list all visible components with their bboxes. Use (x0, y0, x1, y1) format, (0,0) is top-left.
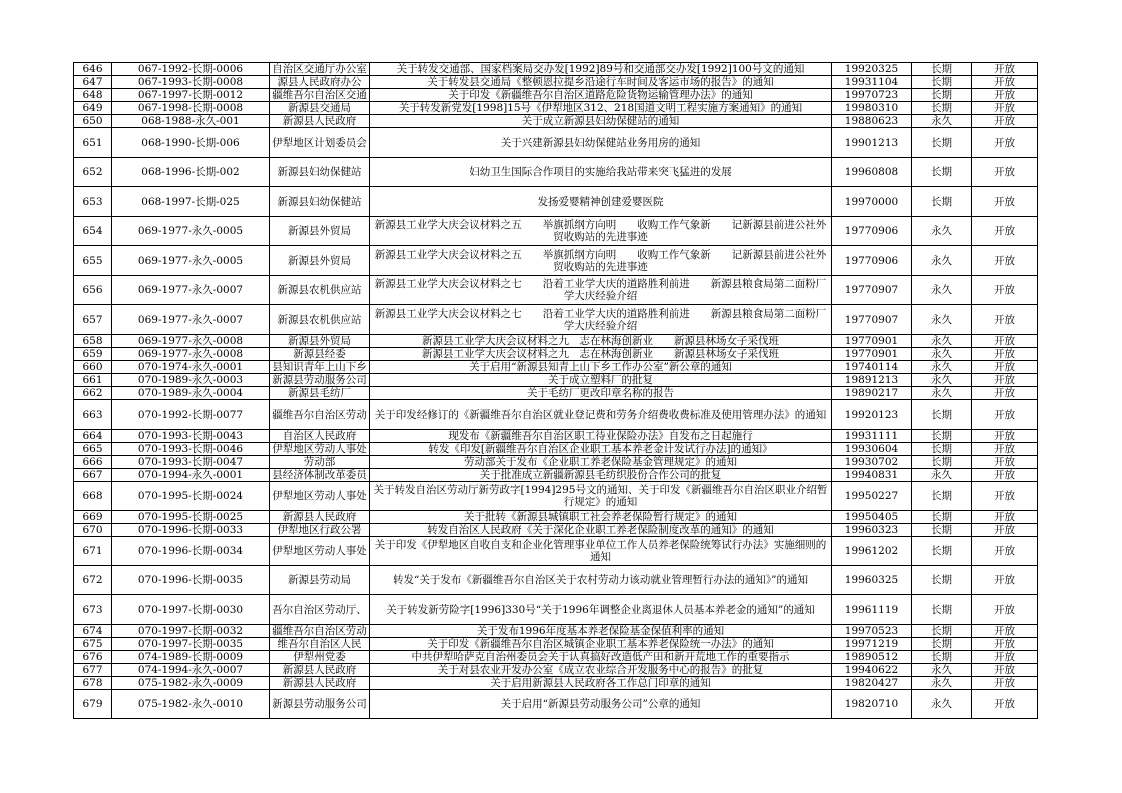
document-title-cell: 关于兴建新源县妇幼保健站业务用房的通知 (370, 128, 832, 158)
access-status-cell: 开放 (972, 511, 1038, 524)
retention-term-cell: 长期 (912, 511, 972, 524)
archive-code-cell: 067-1992-长期-0006 (112, 63, 270, 76)
retention-term-cell: 长期 (912, 625, 972, 638)
document-title-cell: 中共伊犁哈萨克自治州委员会关于认真搞好改造低产田和新开荒地工作的重要指示 (370, 651, 832, 664)
table-row (74, 651, 1038, 664)
archive-code-cell: 070-1992-长期-0077 (112, 400, 270, 430)
table-row (74, 664, 1038, 677)
access-status-cell: 开放 (972, 217, 1038, 246)
access-status-cell: 开放 (972, 305, 1038, 335)
table-row (74, 482, 1038, 511)
row-number-cell: 671 (74, 537, 112, 566)
table-row (74, 400, 1038, 430)
date-cell: 19980310 (832, 102, 912, 115)
access-status-cell: 开放 (972, 595, 1038, 625)
document-title-cell: 关于成立塑料厂的批复 (370, 374, 832, 387)
document-title-cell: 关于毛纺厂更改印章名称的报告 (370, 387, 832, 400)
issuing-unit-cell: 新源县劳动局 (270, 566, 370, 595)
date-cell: 19961119 (832, 595, 912, 625)
archive-code-cell: 067-1998-长期-0008 (112, 102, 270, 115)
row-number-cell: 662 (74, 387, 112, 400)
access-status-cell: 开放 (972, 89, 1038, 102)
archive-code-cell: 069-1977-永久-0008 (112, 348, 270, 361)
date-cell: 19740114 (832, 361, 912, 374)
table-row (74, 335, 1038, 348)
retention-term-cell: 长期 (912, 537, 972, 566)
date-cell: 19950405 (832, 511, 912, 524)
table-row (74, 63, 1038, 76)
issuing-unit-cell: 新源县交通局 (270, 102, 370, 115)
row-number-cell: 674 (74, 625, 112, 638)
archive-code-cell: 070-1989-永久-0003 (112, 374, 270, 387)
retention-term-cell: 永久 (912, 276, 972, 305)
table-row (74, 187, 1038, 217)
issuing-unit-cell: 维吾尔自治区人民 (270, 638, 370, 651)
archive-code-cell: 070-1974-永久-0001 (112, 361, 270, 374)
issuing-unit-cell: 疆维吾尔自治区交通 (270, 89, 370, 102)
issuing-unit-cell: 劳动部 (270, 456, 370, 469)
archive-code-cell: 070-1996-长期-0033 (112, 524, 270, 537)
table-row (74, 430, 1038, 443)
table-row (74, 76, 1038, 89)
document-title-cell: 妇幼卫生国际合作项目的实施给我站带来突飞猛进的发展 (370, 158, 832, 187)
access-status-cell: 开放 (972, 482, 1038, 511)
issuing-unit-cell: 新源县外贸局 (270, 217, 370, 246)
document-title-cell: 转发《印发[新疆维吾尔自治区企业职工基本养老金计发试行办法]的通知》 (370, 443, 832, 456)
issuing-unit-cell: 新源县劳动服务公司 (270, 374, 370, 387)
retention-term-cell: 永久 (912, 348, 972, 361)
document-title-cell: 新源县工业学大庆会议材料之七 沿着工业学大庆的道路胜利前进 新源县粮食局第二面粉厂学大庆经验介绍 (370, 305, 832, 335)
date-cell: 19770907 (832, 276, 912, 305)
access-status-cell: 开放 (972, 651, 1038, 664)
issuing-unit-cell: 新源县人民政府 (270, 511, 370, 524)
row-number-cell: 676 (74, 651, 112, 664)
table-row (74, 305, 1038, 335)
date-cell: 19820710 (832, 690, 912, 719)
archive-code-cell: 070-1994-永久-0001 (112, 469, 270, 482)
retention-term-cell: 长期 (912, 430, 972, 443)
date-cell: 19770901 (832, 335, 912, 348)
table-row (74, 537, 1038, 566)
access-status-cell: 开放 (972, 158, 1038, 187)
document-title-cell: 关于启用“新源县知青上山下乡工作办公室”新公章的通知 (370, 361, 832, 374)
document-title-cell: 关于转发新劳险字[1996]330号“关于1996年调整企业离退休人员基本养老金的通知”的通知 (370, 595, 832, 625)
retention-term-cell: 长期 (912, 566, 972, 595)
table-row (74, 89, 1038, 102)
date-cell: 19890217 (832, 387, 912, 400)
retention-term-cell: 永久 (912, 115, 972, 128)
row-number-cell: 646 (74, 63, 112, 76)
row-number-cell: 647 (74, 76, 112, 89)
access-status-cell: 开放 (972, 664, 1038, 677)
date-cell: 19890512 (832, 651, 912, 664)
archive-code-cell: 074-1989-长期-0009 (112, 651, 270, 664)
issuing-unit-cell: 自治区人民政府 (270, 430, 370, 443)
table-row (74, 276, 1038, 305)
archive-code-cell: 074-1994-永久-0007 (112, 664, 270, 677)
access-status-cell: 开放 (972, 361, 1038, 374)
table-row (74, 595, 1038, 625)
retention-term-cell: 永久 (912, 246, 972, 276)
access-status-cell: 开放 (972, 456, 1038, 469)
archive-code-cell: 070-1993-长期-0043 (112, 430, 270, 443)
access-status-cell: 开放 (972, 246, 1038, 276)
archive-code-cell: 070-1997-长期-0035 (112, 638, 270, 651)
row-number-cell: 678 (74, 677, 112, 690)
date-cell: 19770901 (832, 348, 912, 361)
access-status-cell: 开放 (972, 400, 1038, 430)
archive-code-cell: 070-1995-长期-0025 (112, 511, 270, 524)
document-title-cell: 关于印发《新疆维吾尔自治区道路危险货物运输管理办法》的通知 (370, 89, 832, 102)
retention-term-cell: 长期 (912, 482, 972, 511)
table-row (74, 638, 1038, 651)
date-cell: 19960323 (832, 524, 912, 537)
table-row (74, 443, 1038, 456)
access-status-cell: 开放 (972, 566, 1038, 595)
row-number-cell: 658 (74, 335, 112, 348)
archive-code-cell: 070-1997-长期-0032 (112, 625, 270, 638)
row-number-cell: 679 (74, 690, 112, 719)
row-number-cell: 659 (74, 348, 112, 361)
row-number-cell: 651 (74, 128, 112, 158)
retention-term-cell: 永久 (912, 690, 972, 719)
table-row (74, 690, 1038, 719)
issuing-unit-cell: 新源县妇幼保健站 (270, 158, 370, 187)
issuing-unit-cell: 疆维吾尔自治区劳动 (270, 625, 370, 638)
date-cell: 19770906 (832, 246, 912, 276)
retention-term-cell: 永久 (912, 664, 972, 677)
archive-code-cell: 067-1997-长期-0012 (112, 89, 270, 102)
access-status-cell: 开放 (972, 335, 1038, 348)
retention-term-cell: 长期 (912, 187, 972, 217)
document-title-cell: 新源县工业学大庆会议材料之九 志在林海创新业 新源县林场女子采伐班 (370, 335, 832, 348)
row-number-cell: 673 (74, 595, 112, 625)
issuing-unit-cell: 县知识青年上山下乡 (270, 361, 370, 374)
archive-code-cell: 069-1977-永久-0007 (112, 305, 270, 335)
archive-code-cell: 069-1977-永久-0005 (112, 246, 270, 276)
document-title-cell: 关于印发《新疆维吾尔自治区城镇企业职工基本养老保险统一办法》的通知 (370, 638, 832, 651)
document-title-cell: 关于转发新党发[1998]15号《伊犁地区312、218国道文明工程实施方案通知》的通知 (370, 102, 832, 115)
access-status-cell: 开放 (972, 524, 1038, 537)
document-title-cell: 关于批准成立新疆新源县毛纺织股份合作公司的批复 (370, 469, 832, 482)
archive-code-cell: 069-1977-永久-0007 (112, 276, 270, 305)
row-number-cell: 653 (74, 187, 112, 217)
table-row (74, 102, 1038, 115)
archive-code-cell: 075-1982-永久-0009 (112, 677, 270, 690)
issuing-unit-cell: 吾尔自治区劳动厅、 (270, 595, 370, 625)
issuing-unit-cell: 新源县农机供应站 (270, 305, 370, 335)
retention-term-cell: 永久 (912, 335, 972, 348)
document-title-cell: 发扬爱婴精神创建爱婴医院 (370, 187, 832, 217)
archive-code-cell: 068-1996-长期-002 (112, 158, 270, 187)
row-number-cell: 657 (74, 305, 112, 335)
document-title-cell: 关于批转《新源县城镇职工社会养老保险暂行规定》的通知 (370, 511, 832, 524)
issuing-unit-cell: 新源县人民政府 (270, 115, 370, 128)
row-number-cell: 660 (74, 361, 112, 374)
date-cell: 19970723 (832, 89, 912, 102)
date-cell: 19950227 (832, 482, 912, 511)
document-title-cell: 关于印发《伊犁地区自收自支和企业化管理事业单位工作人员养老保险统筹试行办法》实施细则的通知 (370, 537, 832, 566)
issuing-unit-cell: 新源县人民政府 (270, 677, 370, 690)
row-number-cell: 665 (74, 443, 112, 456)
access-status-cell: 开放 (972, 348, 1038, 361)
document-title-cell: 关于启用新源县人民政府各工作总门印章的通知 (370, 677, 832, 690)
document-title-cell: 关于成立新源县妇幼保健站的通知 (370, 115, 832, 128)
row-number-cell: 656 (74, 276, 112, 305)
table-row (74, 511, 1038, 524)
row-number-cell: 667 (74, 469, 112, 482)
access-status-cell: 开放 (972, 677, 1038, 690)
document-title-cell: 关于转发自治区劳动厅新劳政字[1994]295号文的通知、关于印发《新疆维吾尔自治区职业介绍暂行规定》的通知 (370, 482, 832, 511)
document-title-cell: 现发布《新疆维吾尔自治区职工待业保险办法》自发布之日起施行 (370, 430, 832, 443)
document-title-cell: 转发自治区人民政府《关于深化企业职工养老保险制度改革的通知》的通知 (370, 524, 832, 537)
issuing-unit-cell: 县经济体制改革委员 (270, 469, 370, 482)
access-status-cell: 开放 (972, 430, 1038, 443)
row-number-cell: 649 (74, 102, 112, 115)
table-row (74, 374, 1038, 387)
date-cell: 19770907 (832, 305, 912, 335)
issuing-unit-cell: 新源县劳动服务公司 (270, 690, 370, 719)
issuing-unit-cell: 伊犁地区劳动人事处 (270, 537, 370, 566)
access-status-cell: 开放 (972, 63, 1038, 76)
row-number-cell: 663 (74, 400, 112, 430)
issuing-unit-cell: 伊犁州党委 (270, 651, 370, 664)
table-row (74, 625, 1038, 638)
date-cell: 19970523 (832, 625, 912, 638)
row-number-cell: 669 (74, 511, 112, 524)
table-row (74, 677, 1038, 690)
row-number-cell: 654 (74, 217, 112, 246)
row-number-cell: 650 (74, 115, 112, 128)
table-row (74, 115, 1038, 128)
issuing-unit-cell: 自治区交通厅办公室 (270, 63, 370, 76)
date-cell: 19970000 (832, 187, 912, 217)
table-row (74, 246, 1038, 276)
row-number-cell: 677 (74, 664, 112, 677)
access-status-cell: 开放 (972, 469, 1038, 482)
archive-code-cell: 070-1993-长期-0047 (112, 456, 270, 469)
row-number-cell: 655 (74, 246, 112, 276)
date-cell: 19960325 (832, 566, 912, 595)
document-title-cell: 关于启用“新源县劳动服务公司”公章的通知 (370, 690, 832, 719)
retention-term-cell: 长期 (912, 595, 972, 625)
table-row (74, 524, 1038, 537)
document-title-cell: 关于发布1996年度基本养老保险基金保值利率的通知 (370, 625, 832, 638)
document-title-cell: 新源县工业学大庆会议材料之七 沿着工业学大庆的道路胜利前进 新源县粮食局第二面粉厂学大庆经验介绍 (370, 276, 832, 305)
archive-code-cell: 070-1989-永久-0004 (112, 387, 270, 400)
date-cell: 19920123 (832, 400, 912, 430)
document-title-cell: 新源县工业学大庆会议材料之五 举旗抓纲方向明 收购工作气象新 记新源县前进公社外贸收购站的先进事迹 (370, 246, 832, 276)
date-cell: 19971219 (832, 638, 912, 651)
table-body (74, 63, 1038, 719)
archive-code-cell: 070-1996-长期-0034 (112, 537, 270, 566)
retention-term-cell: 永久 (912, 677, 972, 690)
archive-code-cell: 069-1977-永久-0005 (112, 217, 270, 246)
document-title-cell: 关于印发经修订的《新疆维吾尔自治区就业登记费和劳务介绍费收费标准及使用管理办法》的通知 (370, 400, 832, 430)
archive-code-cell: 068-1990-长期-006 (112, 128, 270, 158)
retention-term-cell: 长期 (912, 400, 972, 430)
row-number-cell: 664 (74, 430, 112, 443)
row-number-cell: 661 (74, 374, 112, 387)
retention-term-cell: 长期 (912, 102, 972, 115)
table-row (74, 348, 1038, 361)
table-row (74, 456, 1038, 469)
issuing-unit-cell: 新源县妇幼保健站 (270, 187, 370, 217)
date-cell: 19940622 (832, 664, 912, 677)
date-cell: 19891213 (832, 374, 912, 387)
access-status-cell: 开放 (972, 374, 1038, 387)
archive-code-cell: 070-1997-长期-0030 (112, 595, 270, 625)
row-number-cell: 666 (74, 456, 112, 469)
access-status-cell: 开放 (972, 102, 1038, 115)
archive-code-cell: 067-1993-长期-0008 (112, 76, 270, 89)
date-cell: 19920325 (832, 63, 912, 76)
date-cell: 19960808 (832, 158, 912, 187)
retention-term-cell: 长期 (912, 76, 972, 89)
access-status-cell: 开放 (972, 443, 1038, 456)
row-number-cell: 668 (74, 482, 112, 511)
access-status-cell: 开放 (972, 638, 1038, 651)
date-cell: 19931111 (832, 430, 912, 443)
issuing-unit-cell: 伊犁地区计划委员会 (270, 128, 370, 158)
access-status-cell: 开放 (972, 625, 1038, 638)
archive-code-cell: 075-1982-永久-0010 (112, 690, 270, 719)
archive-code-cell: 070-1995-长期-0024 (112, 482, 270, 511)
date-cell: 19930604 (832, 443, 912, 456)
retention-term-cell: 长期 (912, 89, 972, 102)
issuing-unit-cell: 新源县人民政府 (270, 664, 370, 677)
archive-code-cell: 070-1996-长期-0035 (112, 566, 270, 595)
document-title-cell: 关于对县农业开发办公室《成立农业综合开发服务中心的报告》的批复 (370, 664, 832, 677)
archive-catalog-table (73, 62, 1038, 719)
archive-code-cell: 068-1988-永久-001 (112, 115, 270, 128)
retention-term-cell: 长期 (912, 128, 972, 158)
date-cell: 19931104 (832, 76, 912, 89)
row-number-cell: 670 (74, 524, 112, 537)
row-number-cell: 675 (74, 638, 112, 651)
retention-term-cell: 长期 (912, 443, 972, 456)
document-title-cell: 转发“关于发布《新疆维吾尔自治区关于农村劳动力该动就业管理暂行办法的通知》”的通知 (370, 566, 832, 595)
access-status-cell: 开放 (972, 537, 1038, 566)
table-row (74, 158, 1038, 187)
retention-term-cell: 永久 (912, 387, 972, 400)
archive-code-cell: 068-1997-长期-025 (112, 187, 270, 217)
issuing-unit-cell: 源县人民政府办公 (270, 76, 370, 89)
document-title-cell: 新源县工业学大庆会议材料之九 志在林海创新业 新源县林场女子采伐班 (370, 348, 832, 361)
row-number-cell: 652 (74, 158, 112, 187)
retention-term-cell: 长期 (912, 638, 972, 651)
date-cell: 19770906 (832, 217, 912, 246)
retention-term-cell: 长期 (912, 456, 972, 469)
retention-term-cell: 永久 (912, 305, 972, 335)
table-row (74, 387, 1038, 400)
issuing-unit-cell: 伊犁地区行政公署 (270, 524, 370, 537)
date-cell: 19901213 (832, 128, 912, 158)
issuing-unit-cell: 新源县外贸局 (270, 246, 370, 276)
table-row (74, 217, 1038, 246)
retention-term-cell: 永久 (912, 361, 972, 374)
date-cell: 19880623 (832, 115, 912, 128)
table-row (74, 128, 1038, 158)
date-cell: 19961202 (832, 537, 912, 566)
access-status-cell: 开放 (972, 187, 1038, 217)
document-title-cell: 劳动部关于发布《企业职工养老保险基金管理规定》的通知 (370, 456, 832, 469)
row-number-cell: 648 (74, 89, 112, 102)
retention-term-cell: 长期 (912, 158, 972, 187)
access-status-cell: 开放 (972, 115, 1038, 128)
issuing-unit-cell: 新源县经委 (270, 348, 370, 361)
access-status-cell: 开放 (972, 276, 1038, 305)
retention-term-cell: 长期 (912, 63, 972, 76)
archive-code-cell: 070-1993-长期-0046 (112, 443, 270, 456)
date-cell: 19820427 (832, 677, 912, 690)
access-status-cell: 开放 (972, 387, 1038, 400)
issuing-unit-cell: 伊犁地区劳动人事处 (270, 482, 370, 511)
retention-term-cell: 永久 (912, 469, 972, 482)
issuing-unit-cell: 新源县外贸局 (270, 335, 370, 348)
issuing-unit-cell: 新源县农机供应站 (270, 276, 370, 305)
row-number-cell: 672 (74, 566, 112, 595)
table-row (74, 469, 1038, 482)
retention-term-cell: 长期 (912, 651, 972, 664)
retention-term-cell: 永久 (912, 374, 972, 387)
archive-code-cell: 069-1977-永久-0008 (112, 335, 270, 348)
issuing-unit-cell: 新源县毛纺厂 (270, 387, 370, 400)
table-row (74, 361, 1038, 374)
date-cell: 19930702 (832, 456, 912, 469)
retention-term-cell: 永久 (912, 217, 972, 246)
issuing-unit-cell: 疆维吾尔自治区劳动 (270, 400, 370, 430)
document-title-cell: 新源县工业学大庆会议材料之五 举旗抓纲方向明 收购工作气象新 记新源县前进公社外贸收购站的先进事迹 (370, 217, 832, 246)
table-row (74, 566, 1038, 595)
issuing-unit-cell: 伊犁地区劳动人事处 (270, 443, 370, 456)
access-status-cell: 开放 (972, 76, 1038, 89)
document-title-cell: 关于转发交通部、国家档案局交办发[1992]89号和交通部交办发[1992]100号文的通知 (370, 63, 832, 76)
date-cell: 19940831 (832, 469, 912, 482)
access-status-cell: 开放 (972, 128, 1038, 158)
document-title-cell: 关于转发县交通局《整顿恩拉提乡沿途行车时间及客运市场的报告》的通知 (370, 76, 832, 89)
retention-term-cell: 长期 (912, 524, 972, 537)
access-status-cell: 开放 (972, 690, 1038, 719)
